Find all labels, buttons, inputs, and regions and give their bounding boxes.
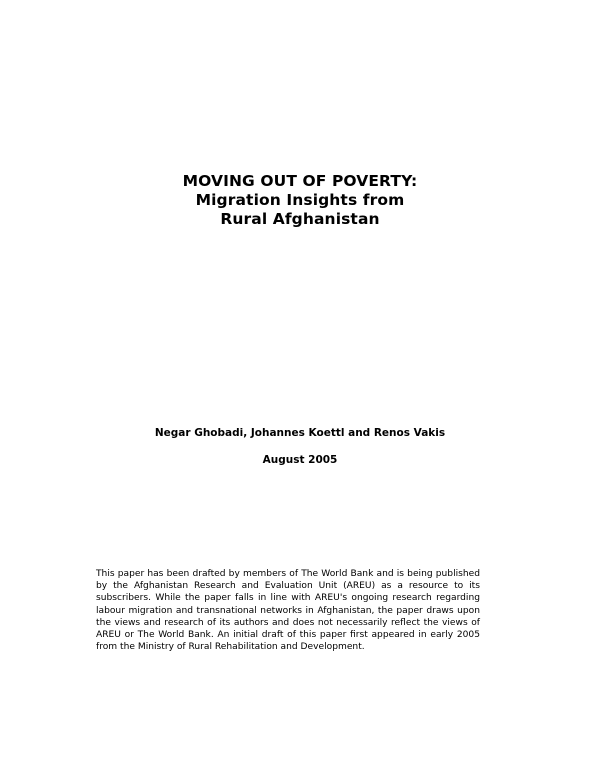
disclaimer-paragraph [96, 568, 480, 653]
document-title [0, 172, 600, 229]
disclaimer-line: subscribers. While the paper falls in line with AREU's ongoing research regarding [96, 593, 480, 604]
disclaimer-line: the views and research of its authors and does not necessarily reflect the views of [96, 617, 480, 628]
title-line-2: Migration Insights from [195, 191, 405, 209]
disclaimer-line: from the Ministry of Rural Rehabilitation and Development. [96, 642, 365, 653]
disclaimer-line: This paper has been drafted by members of The World Bank and is being published [96, 569, 480, 579]
authors-line: Negar Ghobadi, Johannes Koettl and Renos Vakis [154, 427, 446, 439]
disclaimer-line: labour migration and transnational networks in Afghanistan, the paper draws upon [96, 605, 480, 616]
disclaimer-line: by the Afghanistan Research and Evaluation Unit (AREU) as a resource to its [96, 581, 480, 592]
title-line-3: Rural Afghanistan [220, 210, 380, 228]
title-line-1: MOVING OUT OF POVERTY: [182, 172, 418, 190]
publication-date: August 2005 [262, 454, 338, 466]
disclaimer-line: AREU or The World Bank. An initial draft of this paper first appeared in early 2005 [96, 630, 480, 641]
